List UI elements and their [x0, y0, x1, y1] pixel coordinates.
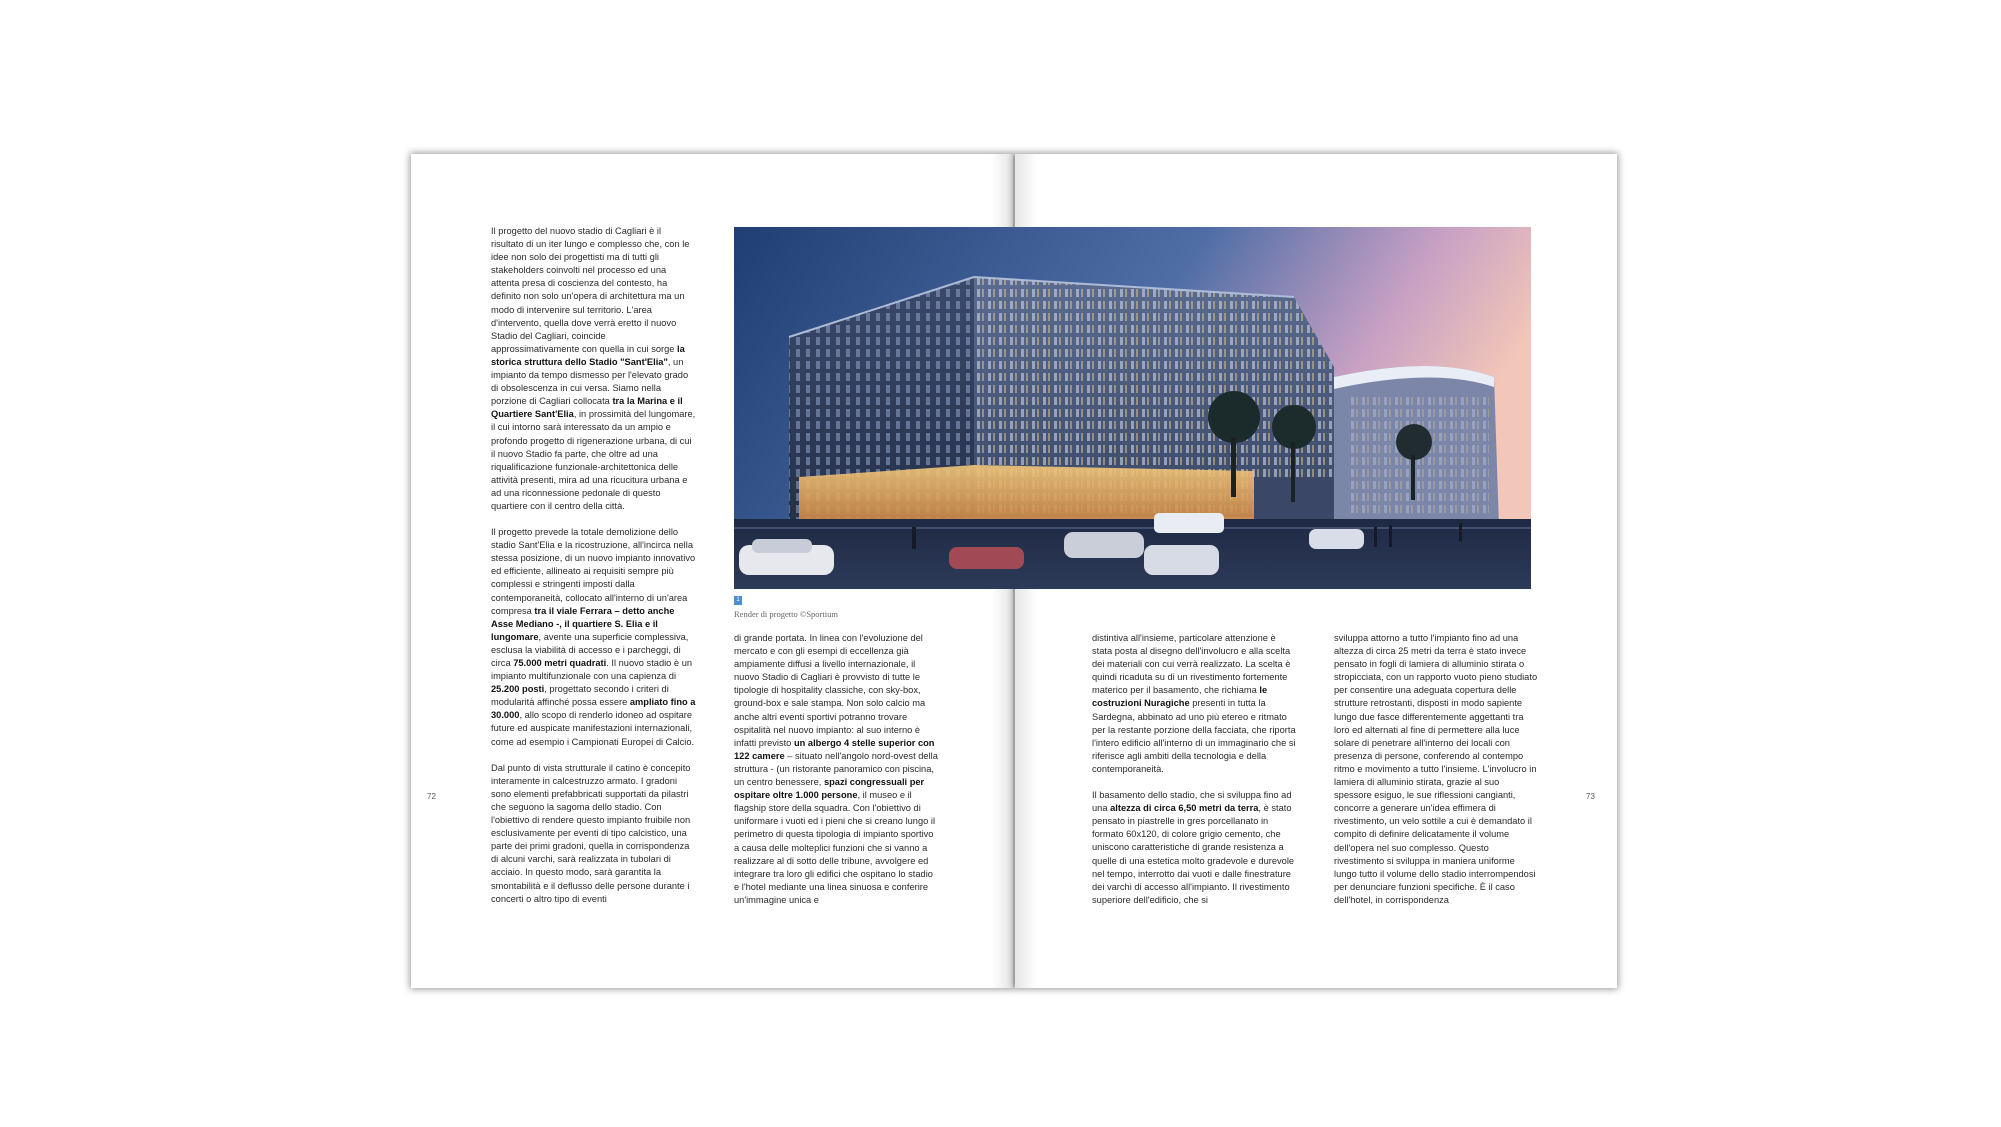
page-number-right: 73 — [1586, 792, 1595, 801]
text-column-2 — [734, 632, 939, 920]
figure-number-badge: 1 — [734, 596, 742, 605]
stadium-render-illustration — [734, 227, 1531, 589]
paragraph: di grande portata. In linea con l'evoluzione del mercato e con gli esempi di eccellenza già ampiamente diffusi a livello internazionale, il nuovo Stadio di Cagliari è provvisto di tutte le tipologie di hospitality classiche, con sky-box, ground-box e sale stampa. Non solo calcio ma anche altri eventi sportivi potranno trovare ospitalità nel nuovo impianto: al suo interno è infatti previsto un albergo 4 stelle superior con 122 camere – situato nell'angolo nord-ovest della struttura - (un ristorante panoramico con piscina, un centro benessere, spazi congressuali per ospitare oltre 1.000 persone, il museo e il flagship store della squadra. Con l'obiettivo di uniformare i vuoti ed i pieni che si creano lungo il perimetro di questa tipologia di impianto sportivo a causa delle molteplici funzioni che si vanno a realizzare al di sotto delle tribune, avvolgere ed integrare tra loro gli edifici che ospitano lo stadio e l'hotel mediante una linea sinuosa e conferire un'immagine unica e — [734, 633, 938, 905]
stadium-render-image — [734, 227, 1531, 589]
figure-caption: Render di progetto ©Sportium — [734, 609, 838, 619]
paragraph: distintiva all'insieme, particolare attenzione è stata posta al disegno dell'involucro e alla scelta dei materiali con cui verrà realizzato. La scelta è quindi ricaduta su di un rivestimento fortemente materico per il basamento, che richiama le costruzioni Nuragiche presenti in tutta la Sardegna, abbinato ad uno più etereo e ritmato per la restante porzione della facciata, che riporta l'intero edificio all'interno di un immaginario che si riferisce agli ambiti della tecnologia e della contemporaneità. — [1092, 633, 1296, 774]
text-column-3 — [1092, 632, 1297, 920]
paragraph: Il progetto prevede la totale demolizione dello stadio Sant'Elia e la ricostruzione, all'incirca nella stessa posizione, di un nuovo impianto innovativo ed efficiente, allineato ai requisiti sempre più complessi e stringenti imposti dalla contemporaneità, collocato all'interno di un'area compresa tra il viale Ferrara – detto anche Asse Mediano -, il quartiere S. Elia e il lungomare, avente una superficie complessiva, esclusa la viabilità di accesso e i parcheggi, di circa 75.000 metri quadrati. Il nuovo stadio è un impianto multifunzionale con una capienza di 25.200 posti, progettato secondo i criteri di modularità affinché possa essere ampliato fino a 30.000, allo scopo di renderlo idoneo ad ospitare future ed auspicate manifestazioni internazionali, come ad esempio i Campionati Europei di Calcio. — [491, 527, 696, 747]
page-number-left: 72 — [427, 792, 436, 801]
text-column-4 — [1334, 632, 1539, 920]
paragraph: sviluppa attorno a tutto l'impianto fino ad una altezza di circa 25 metri da terra è stato invece pensato in fogli di lamiera di alluminio stirata o stropicciata, con un rapporto vuoto pieno studiato per consentire una adeguata copertura delle strutture retrostanti, disposti in modo sapiente lungo due fasce differentemente aggettanti tra loro ed alternati al fine di permettere alla luce solare di penetrare all'interno dei locali con presenza di persone, conferendo al contempo ritmo e movimento a tutto l'insieme. L'involucro in lamiera di alluminio stirata, grazie al suo spessore esiguo, le sue riflessioni cangianti, concorre a generare un'idea effimera di rivestimento, un velo sottile a cui è demandato il compito di definire delicatamente il volume dell'opera nel suo complesso. Questo rivestimento si sviluppa in maniera uniforme lungo tutto il volume dello stadio interrompendosi per denunciare funzioni specifiche. È il caso dell'hotel, in corrispondenza — [1334, 633, 1538, 905]
paragraph: Il progetto del nuovo stadio di Cagliari è il risultato di un iter lungo e complesso che, con le idee non solo dei progettisti ma di tutti gli stakeholders coinvolti nel processo ed una attenta presa di coscienza del contesto, ha definito non solo un'opera di architettura ma un modo di intervenire sul territorio. L'area d'intervento, quella dove verrà eretto il nuovo Stadio del Cagliari, coincide approssimativamente con quella in cui sorge la storica struttura dello Stadio "Sant'Elia", un impianto da tempo dismesso per l'elevato grado di obsolescenza in cui versa. Siamo nella porzione di Cagliari collocata tra la Marina e il Quartiere Sant'Elia, in prossimità del lungomare, il cui intorno sarà interessato da un ampio e profondo progetto di rigenerazione urbana, di cui il nuovo Stadio fa parte, che oltre ad una riqualificazione funzionale-architettonica delle attività presenti, mira ad una ricucitura urbana e ad una riconnessione pedonale di questo quartiere con il centro della città. — [491, 226, 696, 511]
text-column-1 — [491, 225, 696, 919]
paragraph: Il basamento dello stadio, che si sviluppa fino ad una altezza di circa 6,50 metri da terra, è stato pensato in piastrelle in gres porcellanato in formato 60x120, di colore grigio cemento, che uniscono caratteristiche di grande resistenza a quelle di una estetica molto gradevole e durevole nel tempo, interrotto dai vuoti e dalle finestrature dei varchi di accesso all'impianto. Il rivestimento superiore dell'edificio, che si — [1092, 790, 1295, 905]
paragraph: Dal punto di vista strutturale il catino è concepito interamente in calcestruzzo armato. I gradoni sono elementi prefabbricati supportati da pilastri che seguono la sagoma dello stadio. Con l'obiettivo di rendere questo impianto fruibile non esclusivamente per eventi di tipo calcistico, una parte dei primi gradoni, quella in corrispondenza di alcuni varchi, sarà realizzata in tubolari di acciaio. In questo modo, sarà garantita la smontabilità e il deflusso delle persone durante i concerti o altro tipo di eventi — [491, 762, 691, 904]
